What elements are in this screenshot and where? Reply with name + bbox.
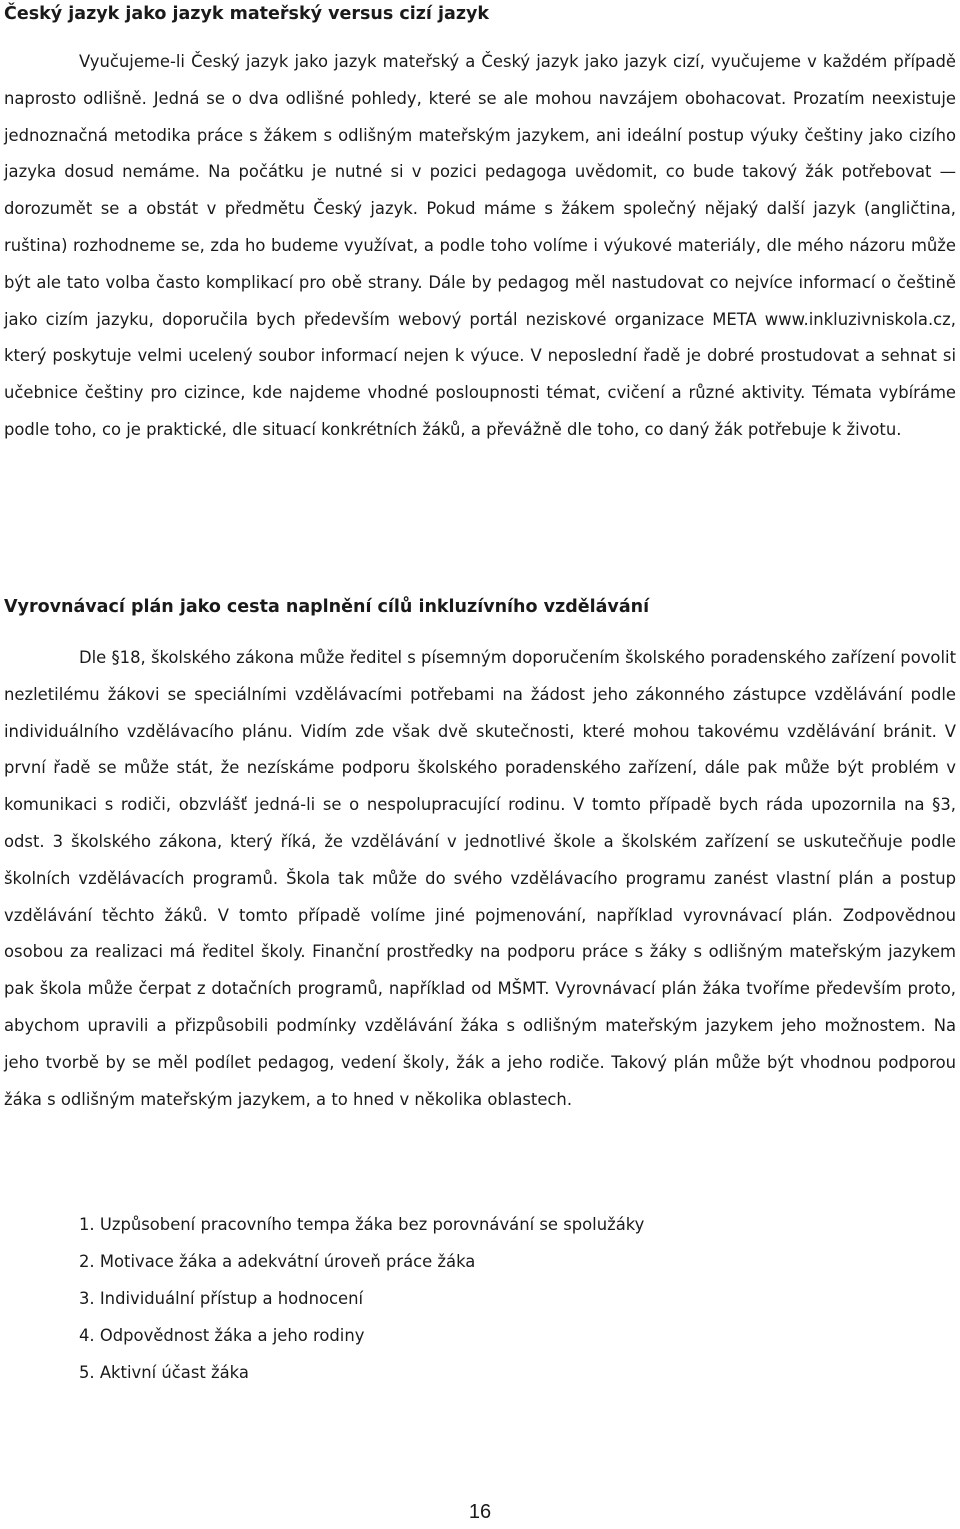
list-item: 4. Odpovědnost žáka a jeho rodiny xyxy=(79,1326,365,1345)
list-item: 3. Individuální přístup a hodnocení xyxy=(79,1289,364,1308)
paragraph-compensation-plan: Dle §18, školského zákona může ředitel s písemným doporučením školského poradenského zařízení povolit nezletilému žákovi se speciálními vzdělávacími potřebami na žádost jeho zákonného zástupce vzdělávání podle individuálního vzdělávacího plánu. Vidím zde však dvě skutečnosti, které mohou takovému vzdělávání bránit. V první řadě se může stát, že nezískáme podporu školského poradenského zařízení, dále pak může být problém v komunikaci s rodiči, obzvlášť jedná-li se o nespolupracující rodinu. V tomto případě bych ráda upozornila na §3, odst. 3 školského zákona, který říká, že vzdělávání v jednotlivé škole a školském zařízení se uskutečňuje podle školních vzdělávacích programů. Škola tak může do svého vzdělávacího programu zanést vlastní plán a postup vzdělávání těchto žáků. V tomto případě volíme jiné pojmenování, například vyrovnávací plán. Zodpovědnou osobou za realizaci má ředitel školy. Finanční prostředky na podporu práce s žáky s odlišným mateřským jazykem pak škola může čerpat z dotačních programů, například od MŠMT. Vyrovnávací plán žáka tvoříme především proto, abychom upravili a přizpůsobili podmínky vzdělávání žáka s odlišným mateřským jazykem jeho možnostem. Na jeho tvorbě by se měl podílet pedagog, vedení školy, žák a jeho rodiče. Takový plán může být vhodnou podporou žáka s odlišným mateřským jazykem, a to hned v několika oblastech. xyxy=(4,648,956,1109)
numbered-list xyxy=(79,1206,644,1391)
list-item: 5. Aktivní účast žáka xyxy=(79,1363,249,1382)
list-item: 1. Uzpůsobení pracovního tempa žáka bez porovnávání se spolužáky xyxy=(79,1215,645,1234)
section-heading-compensation-plan: Vyrovnávací plán jako cesta naplnění cílů inkluzívního vzdělávání xyxy=(4,597,650,617)
section-heading-czech-language: Český jazyk jako jazyk mateřský versus cizí jazyk xyxy=(4,4,490,24)
paragraph-czech-language: Vyučujeme-li Český jazyk jako jazyk mateřský a Český jazyk jako jazyk cizí, vyučujeme v každém případě naprosto odlišně. Jedná se o dva odlišné pohledy, které se ale mohou navzájem obohacovat. Prozatím neexistuje jednoznačná metodika práce s žákem s odlišným mateřským jazykem, ani ideální postup výuky češtiny jako cizího jazyka dosud nemáme. Na počátku je nutné si v pozici pedagoga uvědomit, co bude takový žák potřebovat — dorozumět se a obstát v předmětu Český jazyk. Pokud máme s žákem společný nějaký další jazyk (angličtina, ruština) rozhodneme se, zda ho budeme využívat, a podle toho volíme i výukové materiály, dle mého názoru může být ale tato volba často komplikací pro obě strany. Dále by pedagog měl nastudovat co nejvíce informací o češtině jako cizím jazyku, doporučila bych především webový portál neziskové organizace META www.inkluzivniskola.cz, který poskytuje velmi ucelený soubor informací nejen k výuce. V neposlední řadě je dobré prostudovat a sehnat si učebnice češtiny pro cizince, kde najdeme vhodné posloupnosti témat, cvičení a různé aktivity. Témata vybíráme podle toho, co je praktické, dle situací konkrétních žáků, a převážně dle toho, co daný žák potřebuje k životu. xyxy=(4,52,956,439)
list-item: 2. Motivace žáka a adekvátní úroveň práce žáka xyxy=(79,1252,476,1271)
page-number: 16 xyxy=(468,1501,492,1523)
